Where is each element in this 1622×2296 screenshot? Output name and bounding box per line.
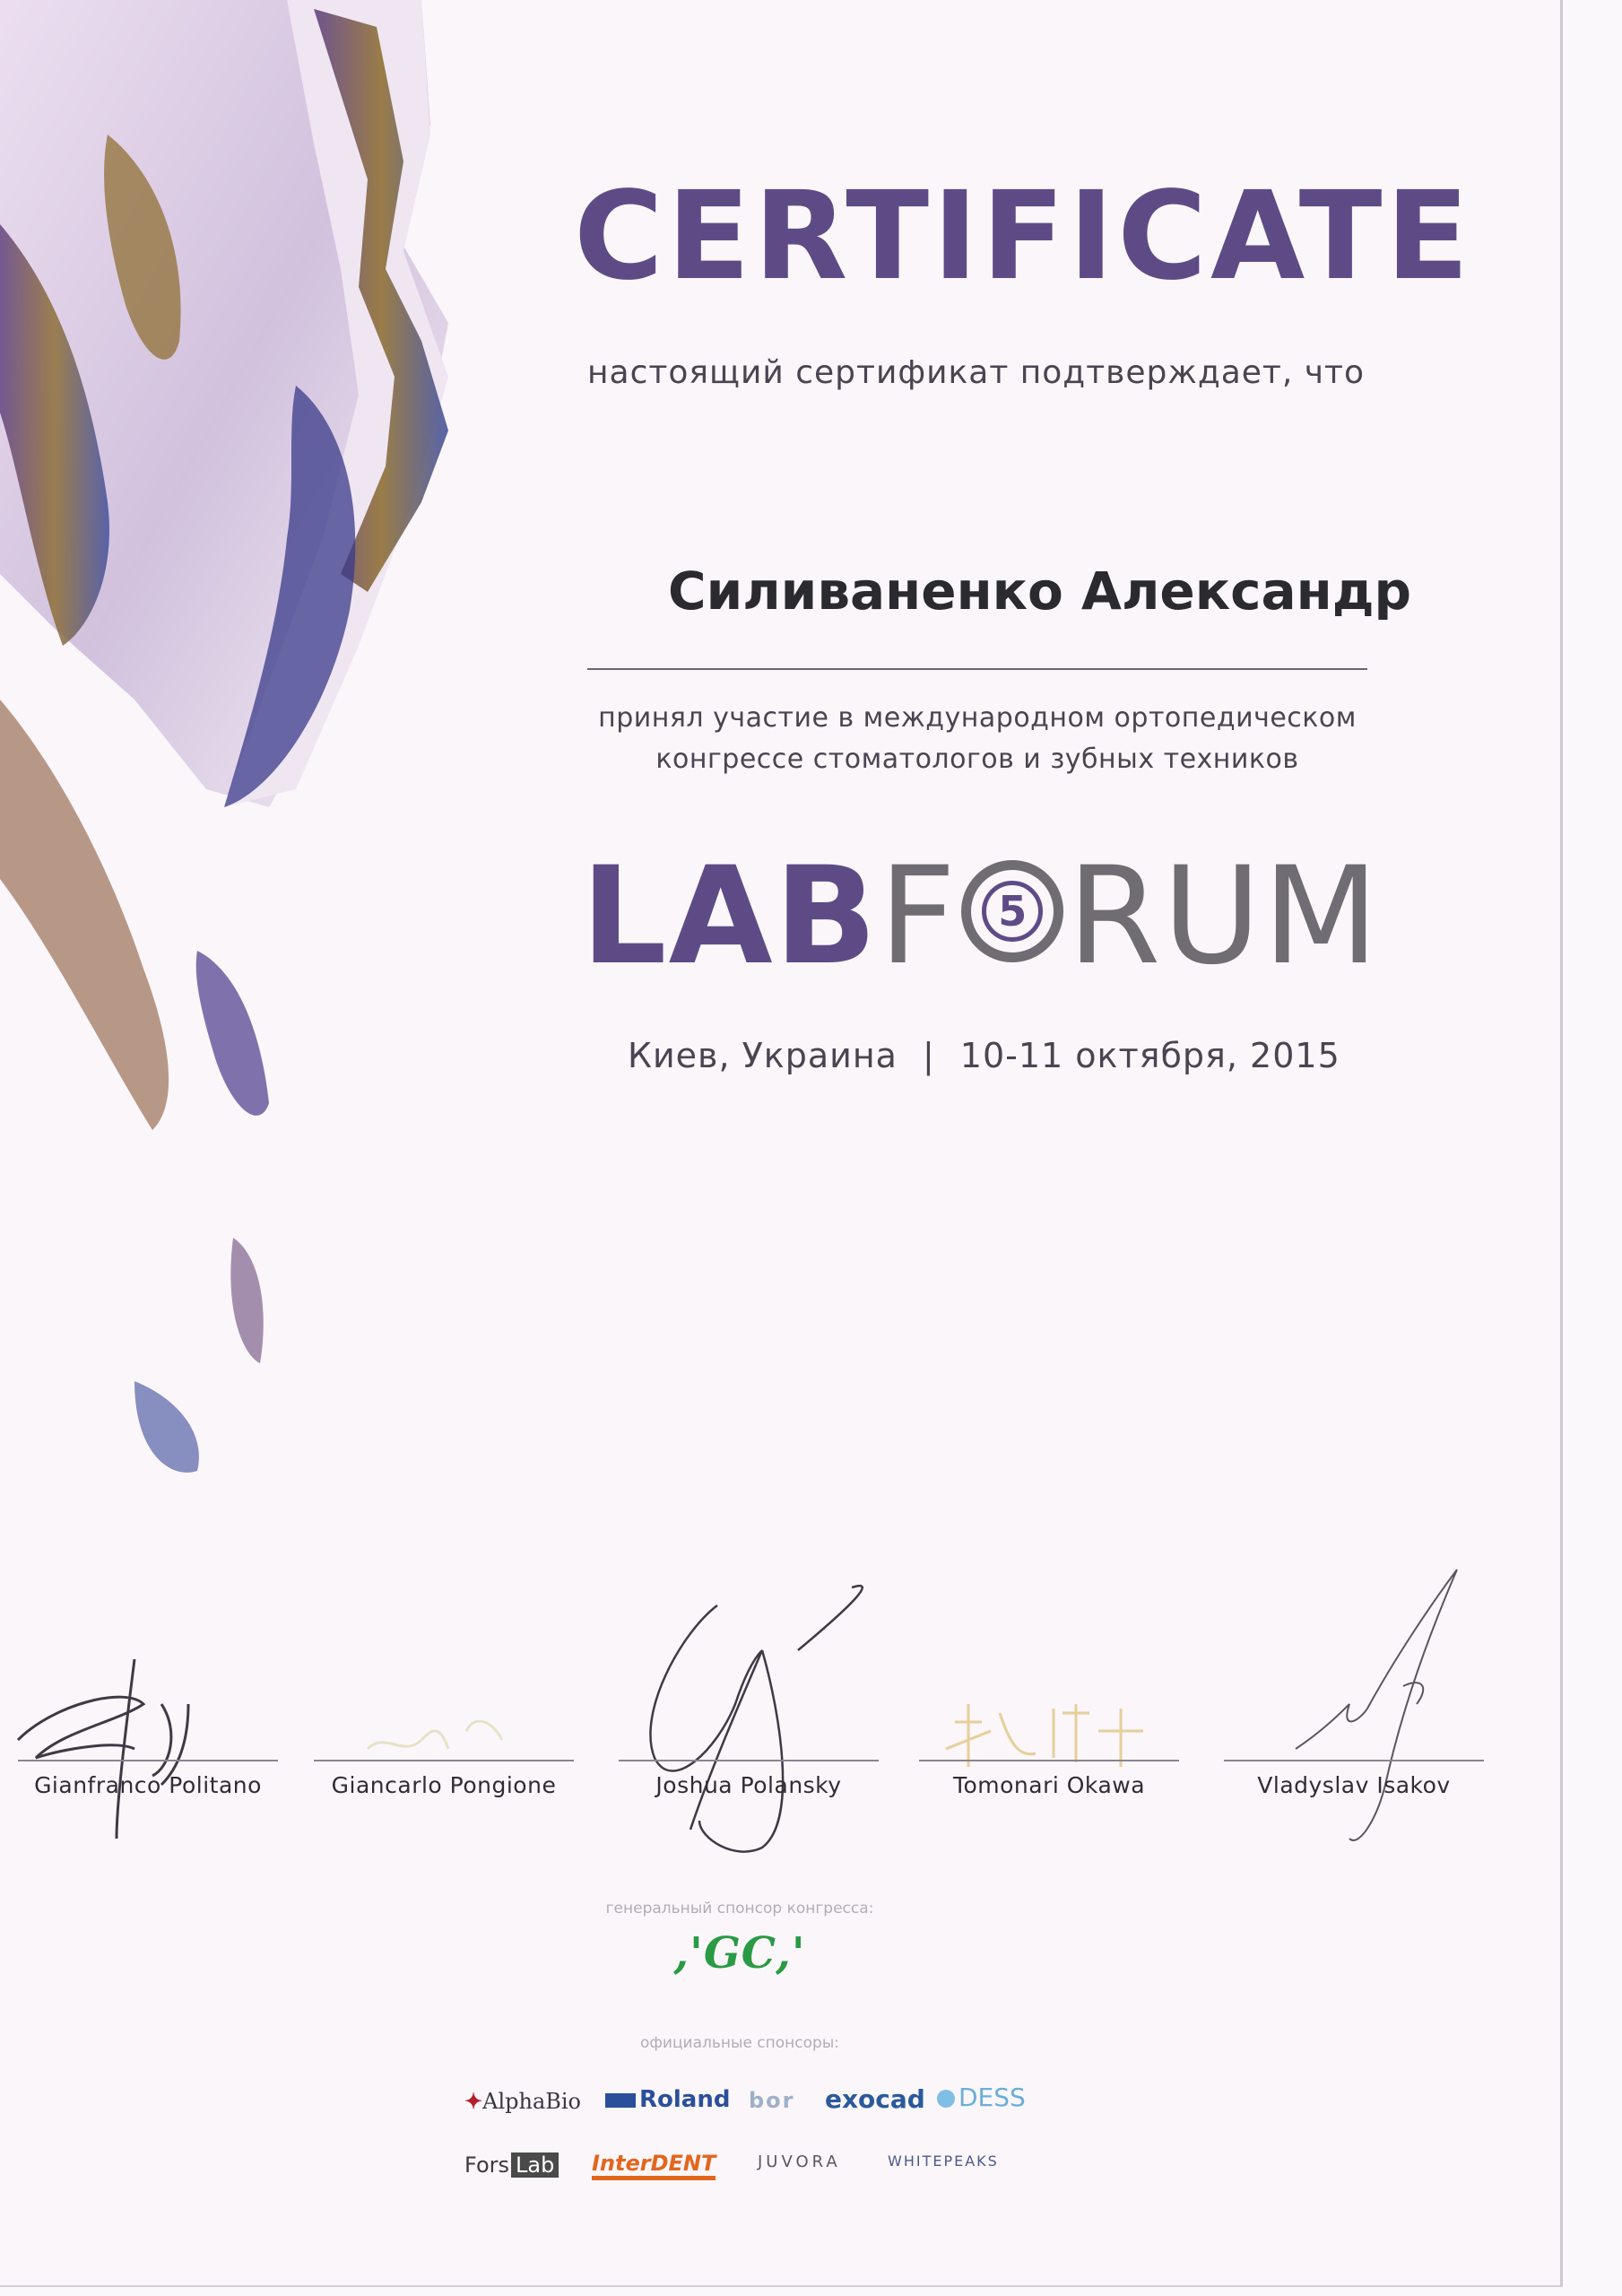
logo-ring-icon <box>961 860 1063 962</box>
forslab-text-b: Lab <box>511 2152 559 2178</box>
forslab-text-a: Fors <box>464 2152 510 2178</box>
signature-line <box>18 1760 278 1761</box>
signature-line <box>919 1760 1179 1761</box>
participation-line-2: конгрессе стоматологов и зубных техников <box>655 744 1299 775</box>
handwritten-signature <box>583 1552 924 1857</box>
exocad-logo: exocad <box>825 2084 925 2114</box>
signatory-name: Giancarlo Pongione <box>331 1772 557 1798</box>
participation-text <box>574 698 1381 780</box>
certificate-subtitle: настоящий сертификат подтверждает, что <box>587 354 1366 391</box>
logo-f-text: F <box>879 839 958 995</box>
signatory-name: Vladyslav Isakov <box>1257 1772 1451 1798</box>
signature-block <box>18 1659 278 1874</box>
whitepeaks-logo: WHITEPEAKS <box>888 2152 999 2170</box>
signatory-name: Gianfranco Politano <box>34 1772 262 1798</box>
roland-logo <box>605 2086 730 2113</box>
recipient-name: Силиваненко Александр <box>668 561 1412 622</box>
dess-drop-icon <box>937 2090 955 2108</box>
logo-lab-text: LAB <box>581 839 880 995</box>
signature-block <box>1224 1659 1484 1874</box>
alphabio-logo: ✦AlphaBio <box>464 2088 582 2114</box>
logo-rum-text: RUM <box>1067 839 1381 995</box>
logo-number: 5 <box>982 881 1043 942</box>
event-dates: 10-11 октября, 2015 <box>959 1036 1340 1075</box>
signature-line <box>1224 1760 1484 1761</box>
roland-text: Roland <box>639 2086 731 2113</box>
signatory-name: Joshua Polansky <box>655 1772 842 1798</box>
signatory-name: Tomonari Okawa <box>952 1772 1146 1798</box>
official-sponsors-label: официальные спонсоры: <box>640 2034 839 2052</box>
signature-block <box>619 1659 879 1874</box>
signature-line <box>619 1760 879 1761</box>
roland-mark-icon <box>605 2093 636 2108</box>
juvora-logo: JUVORA <box>758 2152 841 2171</box>
handwritten-signature <box>0 1552 323 1857</box>
dess-text: DESS <box>958 2083 1026 2112</box>
decorative-tooth-artwork <box>0 0 502 1543</box>
gc-logo: ,'GC,' <box>673 1928 806 1979</box>
certificate-title: CERTIFICATE <box>574 166 1473 308</box>
event-place: Киев, Украина <box>628 1036 898 1075</box>
interdent-logo: InterDENT <box>592 2151 716 2180</box>
participation-line-1: принял участие в международном ортопедическом <box>598 702 1357 734</box>
forslab-logo <box>464 2152 559 2178</box>
event-place-date <box>628 1036 1435 1075</box>
signatures-row <box>0 1659 1560 1892</box>
signature-block <box>314 1659 574 1874</box>
bor-logo: bor <box>749 2088 795 2113</box>
recipient-underline <box>587 668 1367 670</box>
handwritten-signature <box>883 1552 1224 1857</box>
alphabio-text: AlphaBio <box>482 2089 582 2114</box>
place-separator: | <box>922 1036 935 1075</box>
signature-block <box>919 1659 1179 1874</box>
labforum-logo <box>581 839 1388 995</box>
dess-logo <box>937 2083 1026 2112</box>
signature-line <box>314 1760 574 1761</box>
handwritten-signature <box>1188 1552 1529 1857</box>
general-sponsor-label: генеральный спонсор конгресса: <box>605 1900 874 1918</box>
handwritten-signature <box>278 1552 619 1857</box>
